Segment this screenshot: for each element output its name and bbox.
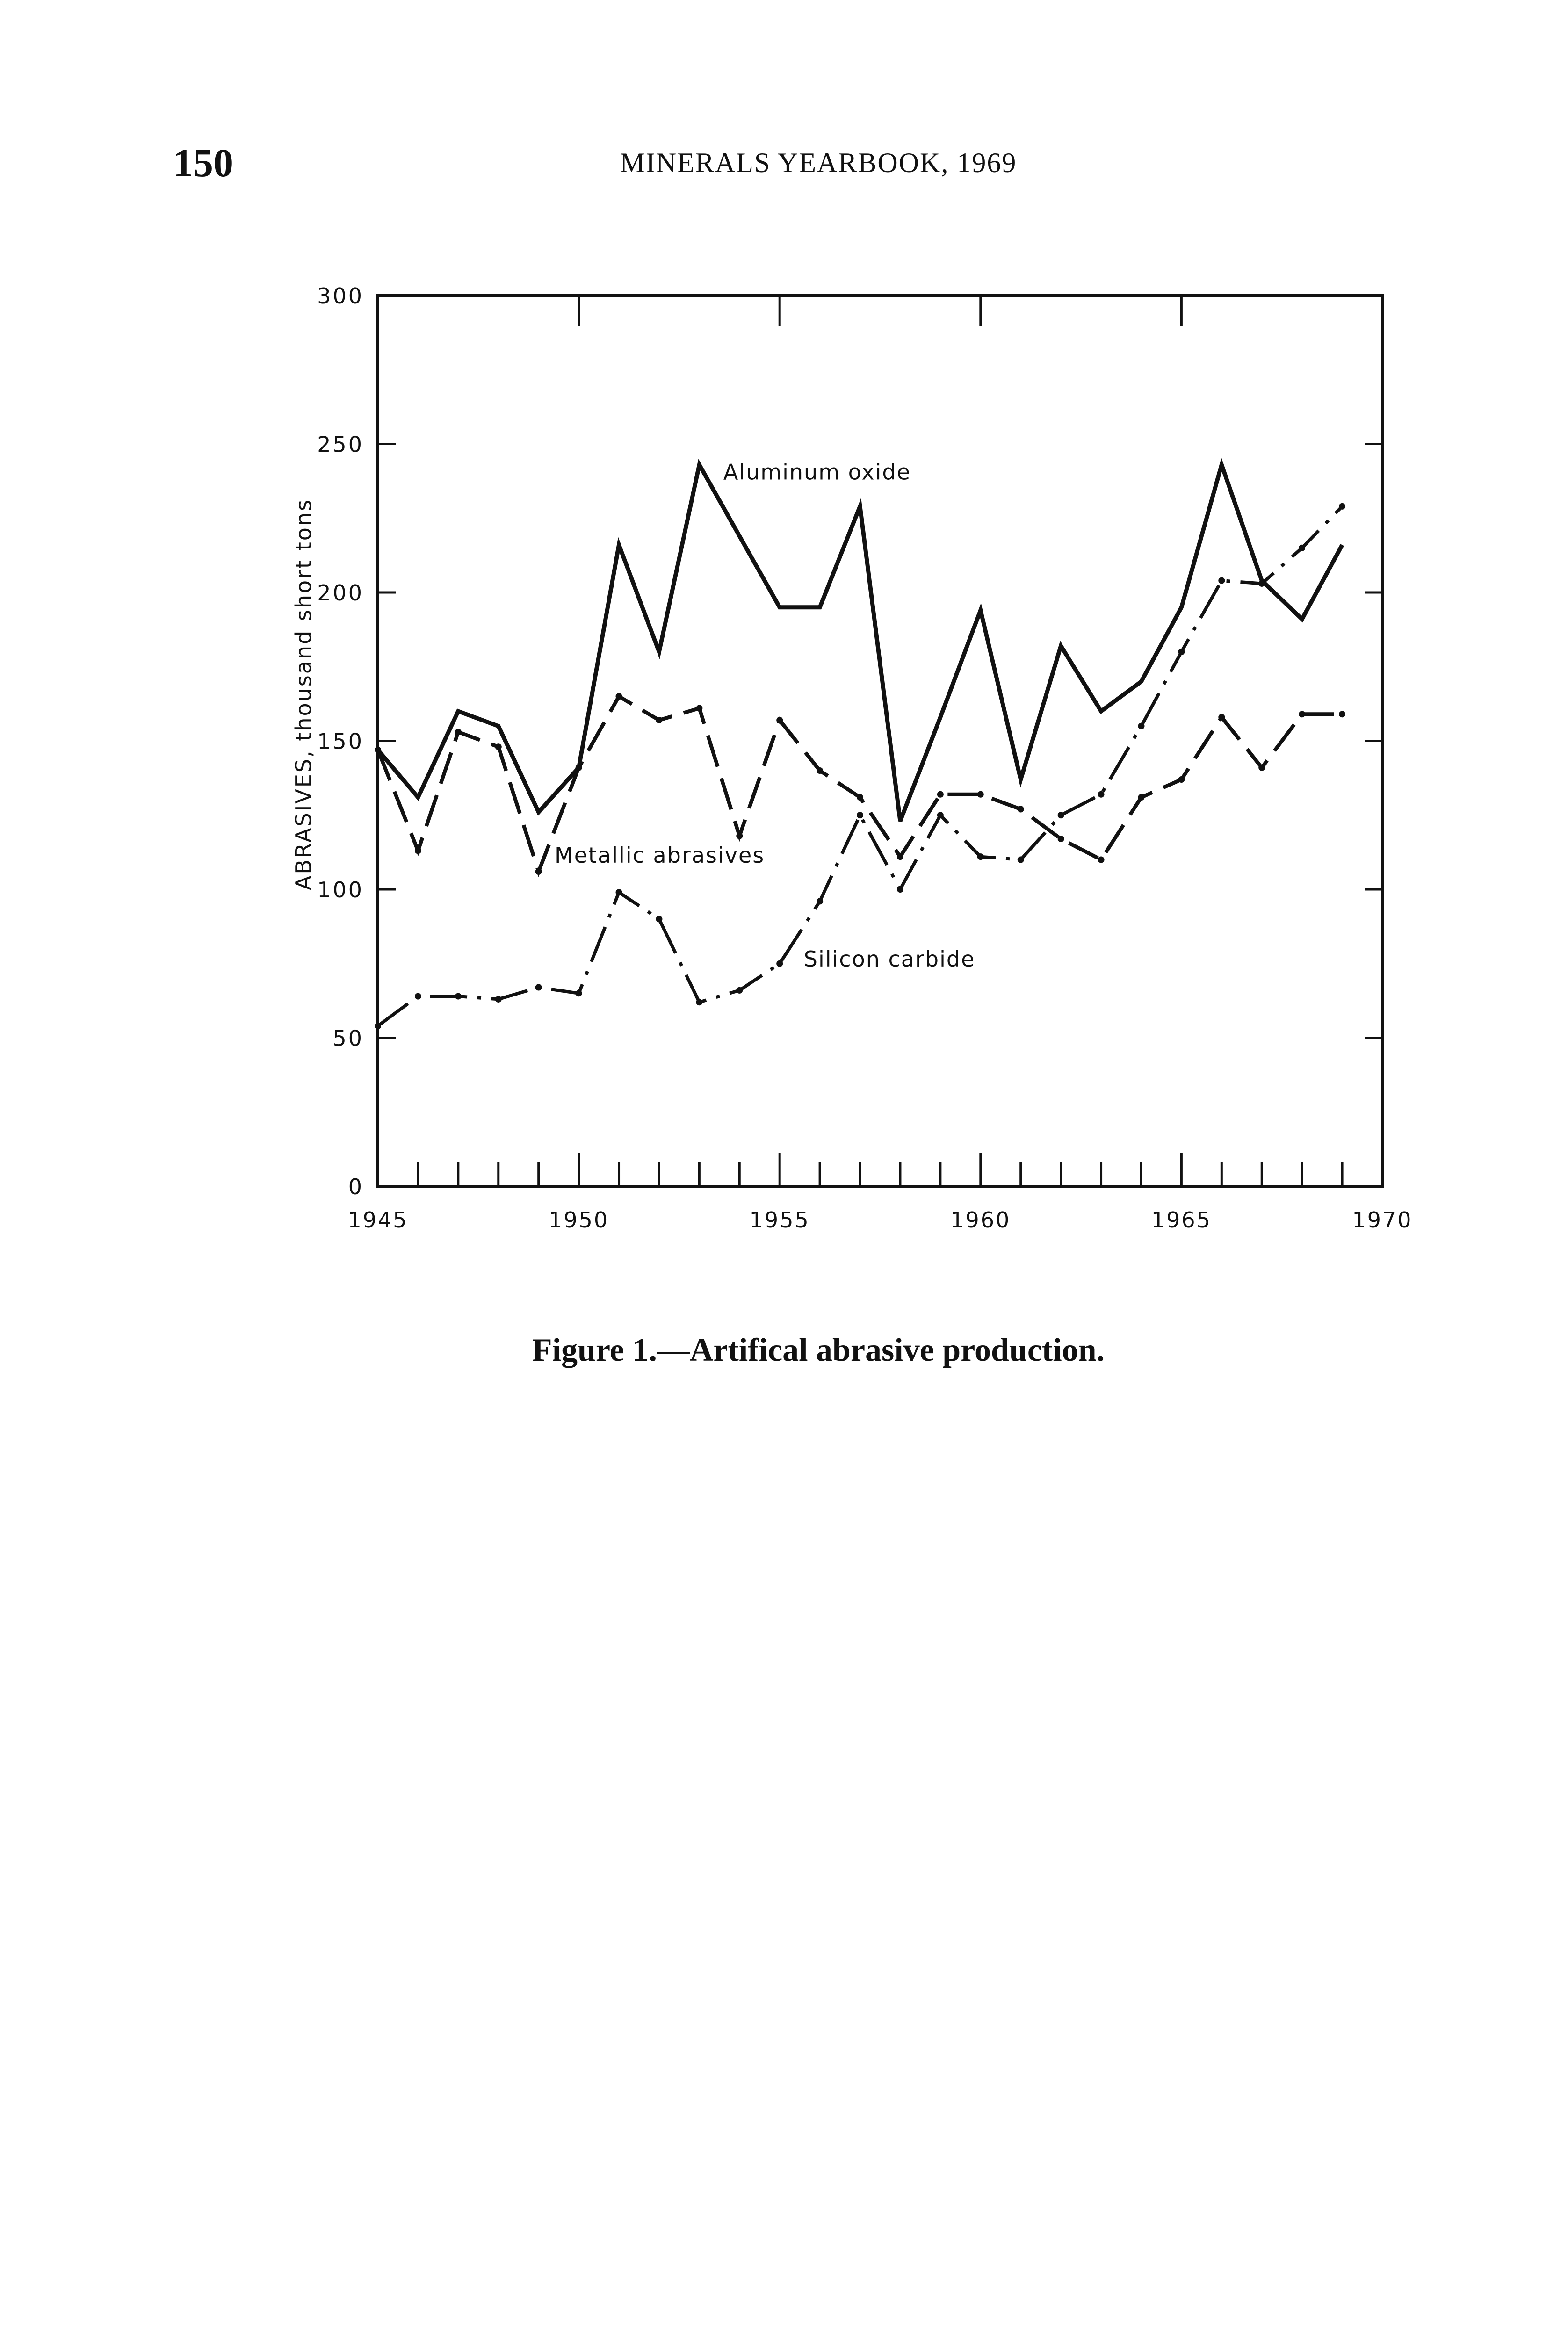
data-point xyxy=(776,717,783,723)
x-tick-label: 1950 xyxy=(549,1207,609,1233)
data-point xyxy=(495,743,502,750)
x-tick-label: 1960 xyxy=(950,1207,1011,1233)
data-point xyxy=(375,1023,381,1029)
x-tick-label: 1955 xyxy=(749,1207,810,1233)
data-point xyxy=(415,993,421,1000)
data-point xyxy=(656,717,662,723)
data-point xyxy=(897,886,903,893)
data-point xyxy=(1138,794,1144,801)
data-point xyxy=(375,747,381,753)
data-point xyxy=(977,791,984,798)
data-point xyxy=(696,705,702,712)
plot-frame xyxy=(378,296,1382,1186)
y-axis-ticks xyxy=(317,283,1382,1199)
data-point xyxy=(1058,812,1064,818)
series-label-metallic-abrasives: Metallic abrasives xyxy=(555,842,765,868)
data-point xyxy=(455,993,462,1000)
data-point xyxy=(736,987,743,994)
data-point xyxy=(937,791,944,798)
data-point xyxy=(576,765,582,771)
data-point xyxy=(656,916,662,923)
x-tick-label: 1965 xyxy=(1151,1207,1212,1233)
data-point xyxy=(1058,836,1064,842)
data-point xyxy=(415,847,421,854)
data-point xyxy=(1018,806,1024,813)
y-tick-label: 50 xyxy=(332,1025,364,1051)
x-tick-label: 1945 xyxy=(347,1207,408,1233)
data-point xyxy=(1299,545,1305,551)
data-point xyxy=(817,767,823,774)
data-point xyxy=(1138,723,1144,729)
data-point xyxy=(857,812,863,818)
data-point xyxy=(1339,711,1345,717)
data-point xyxy=(937,812,944,818)
y-tick-label: 300 xyxy=(317,283,364,309)
running-head: MINERALS YEARBOOK, 1969 xyxy=(620,147,1017,178)
data-point xyxy=(817,898,823,904)
series-lines xyxy=(378,465,1342,1026)
series-line-aluminum-oxide xyxy=(378,465,1342,821)
x-tick-label: 1970 xyxy=(1352,1207,1413,1233)
series-label-silicon-carbide: Silicon carbide xyxy=(803,946,975,972)
data-point xyxy=(1178,649,1185,655)
data-point xyxy=(1178,776,1185,783)
data-point xyxy=(616,889,622,895)
y-tick-label: 250 xyxy=(317,432,364,457)
series-label-aluminum-oxide: Aluminum oxide xyxy=(723,459,911,485)
data-point xyxy=(857,794,863,801)
y-tick-label: 150 xyxy=(317,729,364,754)
data-point xyxy=(736,833,743,839)
data-point xyxy=(455,729,462,735)
data-point xyxy=(535,984,542,991)
data-point xyxy=(1258,765,1265,771)
data-point xyxy=(1339,503,1345,510)
data-point xyxy=(776,960,783,967)
y-axis-title: ABRASIVES, thousand short tons xyxy=(291,498,316,891)
data-point xyxy=(696,999,702,1005)
y-tick-label: 100 xyxy=(317,877,364,902)
data-point xyxy=(1098,791,1105,798)
series-line-metallic-abrasives xyxy=(378,696,1342,872)
data-point xyxy=(495,996,502,1003)
data-point xyxy=(1098,857,1105,863)
data-point xyxy=(1258,580,1265,587)
x-axis-minor-ticks xyxy=(418,1162,1342,1186)
data-point xyxy=(576,990,582,996)
data-point xyxy=(1299,711,1305,717)
data-point xyxy=(1218,714,1225,721)
x-axis-ticks xyxy=(347,296,1412,1233)
y-tick-label: 200 xyxy=(317,580,364,606)
data-point xyxy=(1218,577,1225,584)
y-tick-label: 0 xyxy=(348,1174,364,1199)
data-point xyxy=(616,693,622,700)
data-point xyxy=(535,868,542,875)
data-point xyxy=(897,853,903,860)
data-point xyxy=(977,853,984,860)
page-number: 150 xyxy=(173,140,233,185)
data-point xyxy=(1018,857,1024,863)
figure-caption: Figure 1.—Artifical abrasive production. xyxy=(532,1332,1105,1368)
